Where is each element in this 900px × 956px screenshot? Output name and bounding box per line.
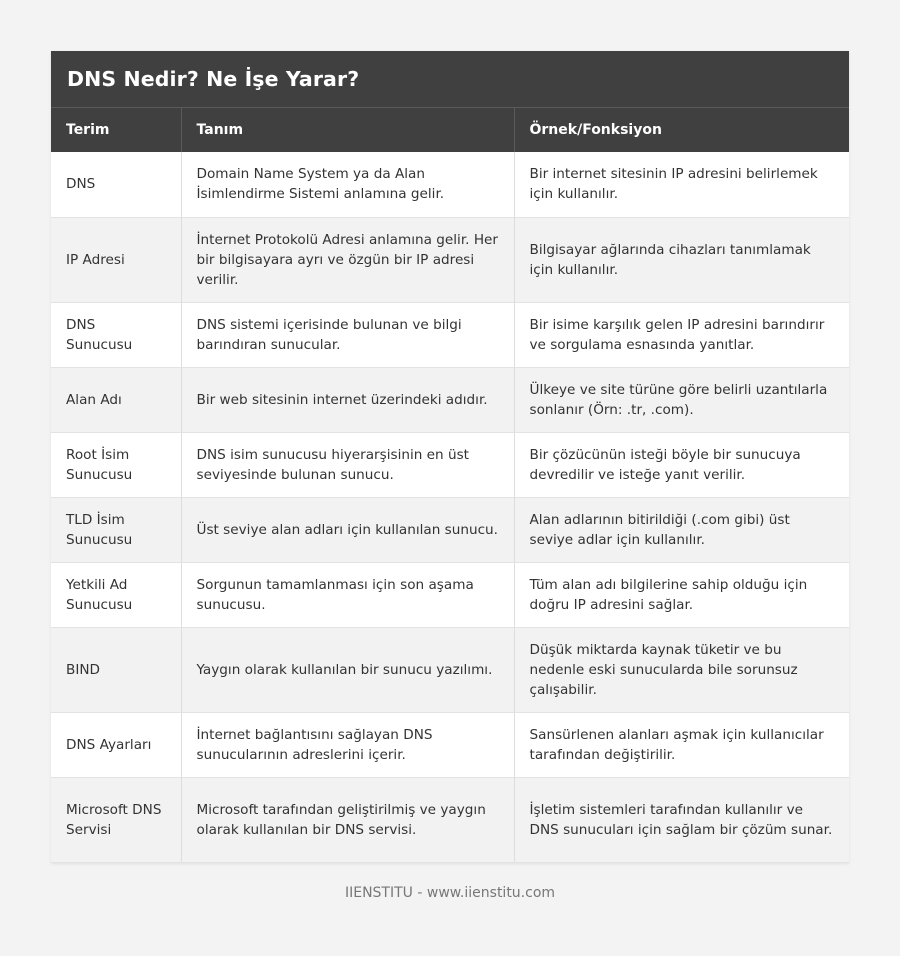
cell-example: İşletim sistemleri tarafından kullanılır ve DNS sunucuları için sağlam bir çözüm sunar. [514,777,849,862]
cell-term: DNS [51,152,181,217]
footer-credit: IIENSTITU - www.iienstitu.com [344,885,556,901]
cell-definition: İnternet Protokolü Adresi anlamına gelir. Her bir bilgisayara ayrı ve özgün bir IP adresi verilir. [181,217,514,302]
cell-term: BIND [51,627,181,712]
table-row [51,217,849,302]
table-row [51,627,849,712]
cell-example: Alan adlarının bitirildiği (.com gibi) üst seviye adlar için kullanılır. [514,497,849,562]
cell-definition: Microsoft tarafından geliştirilmiş ve yaygın olarak kullanılan bir DNS servisi. [181,777,514,862]
cell-term: TLD İsim Sunucusu [51,497,181,562]
table-row [51,432,849,497]
cell-example: Ülkeye ve site türüne göre belirli uzantılarla sonlanır (Örn: .tr, .com). [514,367,849,432]
cell-example: Bilgisayar ağlarında cihazları tanımlamak için kullanılır. [514,217,849,302]
cell-definition: Sorgunun tamamlanması için son aşama sunucusu. [181,562,514,627]
table-row [51,497,849,562]
cell-term: Microsoft DNS Servisi [51,777,181,862]
cell-example: Bir çözücünün isteği böyle bir sunucuya devredilir ve isteğe yanıt verilir. [514,432,849,497]
dns-table [51,108,849,863]
cell-term: Yetkili Ad Sunucusu [51,562,181,627]
table-row [51,152,849,217]
table-row [51,302,849,367]
cell-definition: İnternet bağlantısını sağlayan DNS sunucularının adreslerini içerir. [181,712,514,777]
header-definition: Tanım [181,108,514,152]
table-card [51,51,849,863]
cell-definition: Üst seviye alan adları için kullanılan sunucu. [181,497,514,562]
header-example: Örnek/Fonksiyon [514,108,849,152]
cell-example: Düşük miktarda kaynak tüketir ve bu nedenle eski sunucularda bile sorunsuz çalışabilir. [514,627,849,712]
cell-example: Bir internet sitesinin IP adresini belirlemek için kullanılır. [514,152,849,217]
title-bar [51,51,849,108]
cell-term: Alan Adı [51,367,181,432]
cell-definition: Bir web sitesinin internet üzerindeki adıdır. [181,367,514,432]
cell-example: Sansürlenen alanları aşmak için kullanıcılar tarafından değiştirilir. [514,712,849,777]
table-row [51,777,849,862]
cell-term: IP Adresi [51,217,181,302]
table-row [51,712,849,777]
cell-term: Root İsim Sunucusu [51,432,181,497]
cell-definition: Domain Name System ya da Alan İsimlendirme Sistemi anlamına gelir. [181,152,514,217]
cell-term: DNS Sunucusu [51,302,181,367]
cell-example: Tüm alan adı bilgilerine sahip olduğu için doğru IP adresini sağlar. [514,562,849,627]
cell-definition: DNS sistemi içerisinde bulunan ve bilgi barındıran sunucular. [181,302,514,367]
header-term: Terim [51,108,181,152]
cell-term: DNS Ayarları [51,712,181,777]
header-row [51,108,849,152]
table-title: DNS Nedir? Ne İşe Yarar? [67,67,360,91]
table-row [51,367,849,432]
cell-definition: Yaygın olarak kullanılan bir sunucu yazılımı. [181,627,514,712]
cell-example: Bir isime karşılık gelen IP adresini barındırır ve sorgulama esnasında yanıtlar. [514,302,849,367]
cell-definition: DNS isim sunucusu hiyerarşisinin en üst seviyesinde bulunan sunucu. [181,432,514,497]
table-row [51,562,849,627]
